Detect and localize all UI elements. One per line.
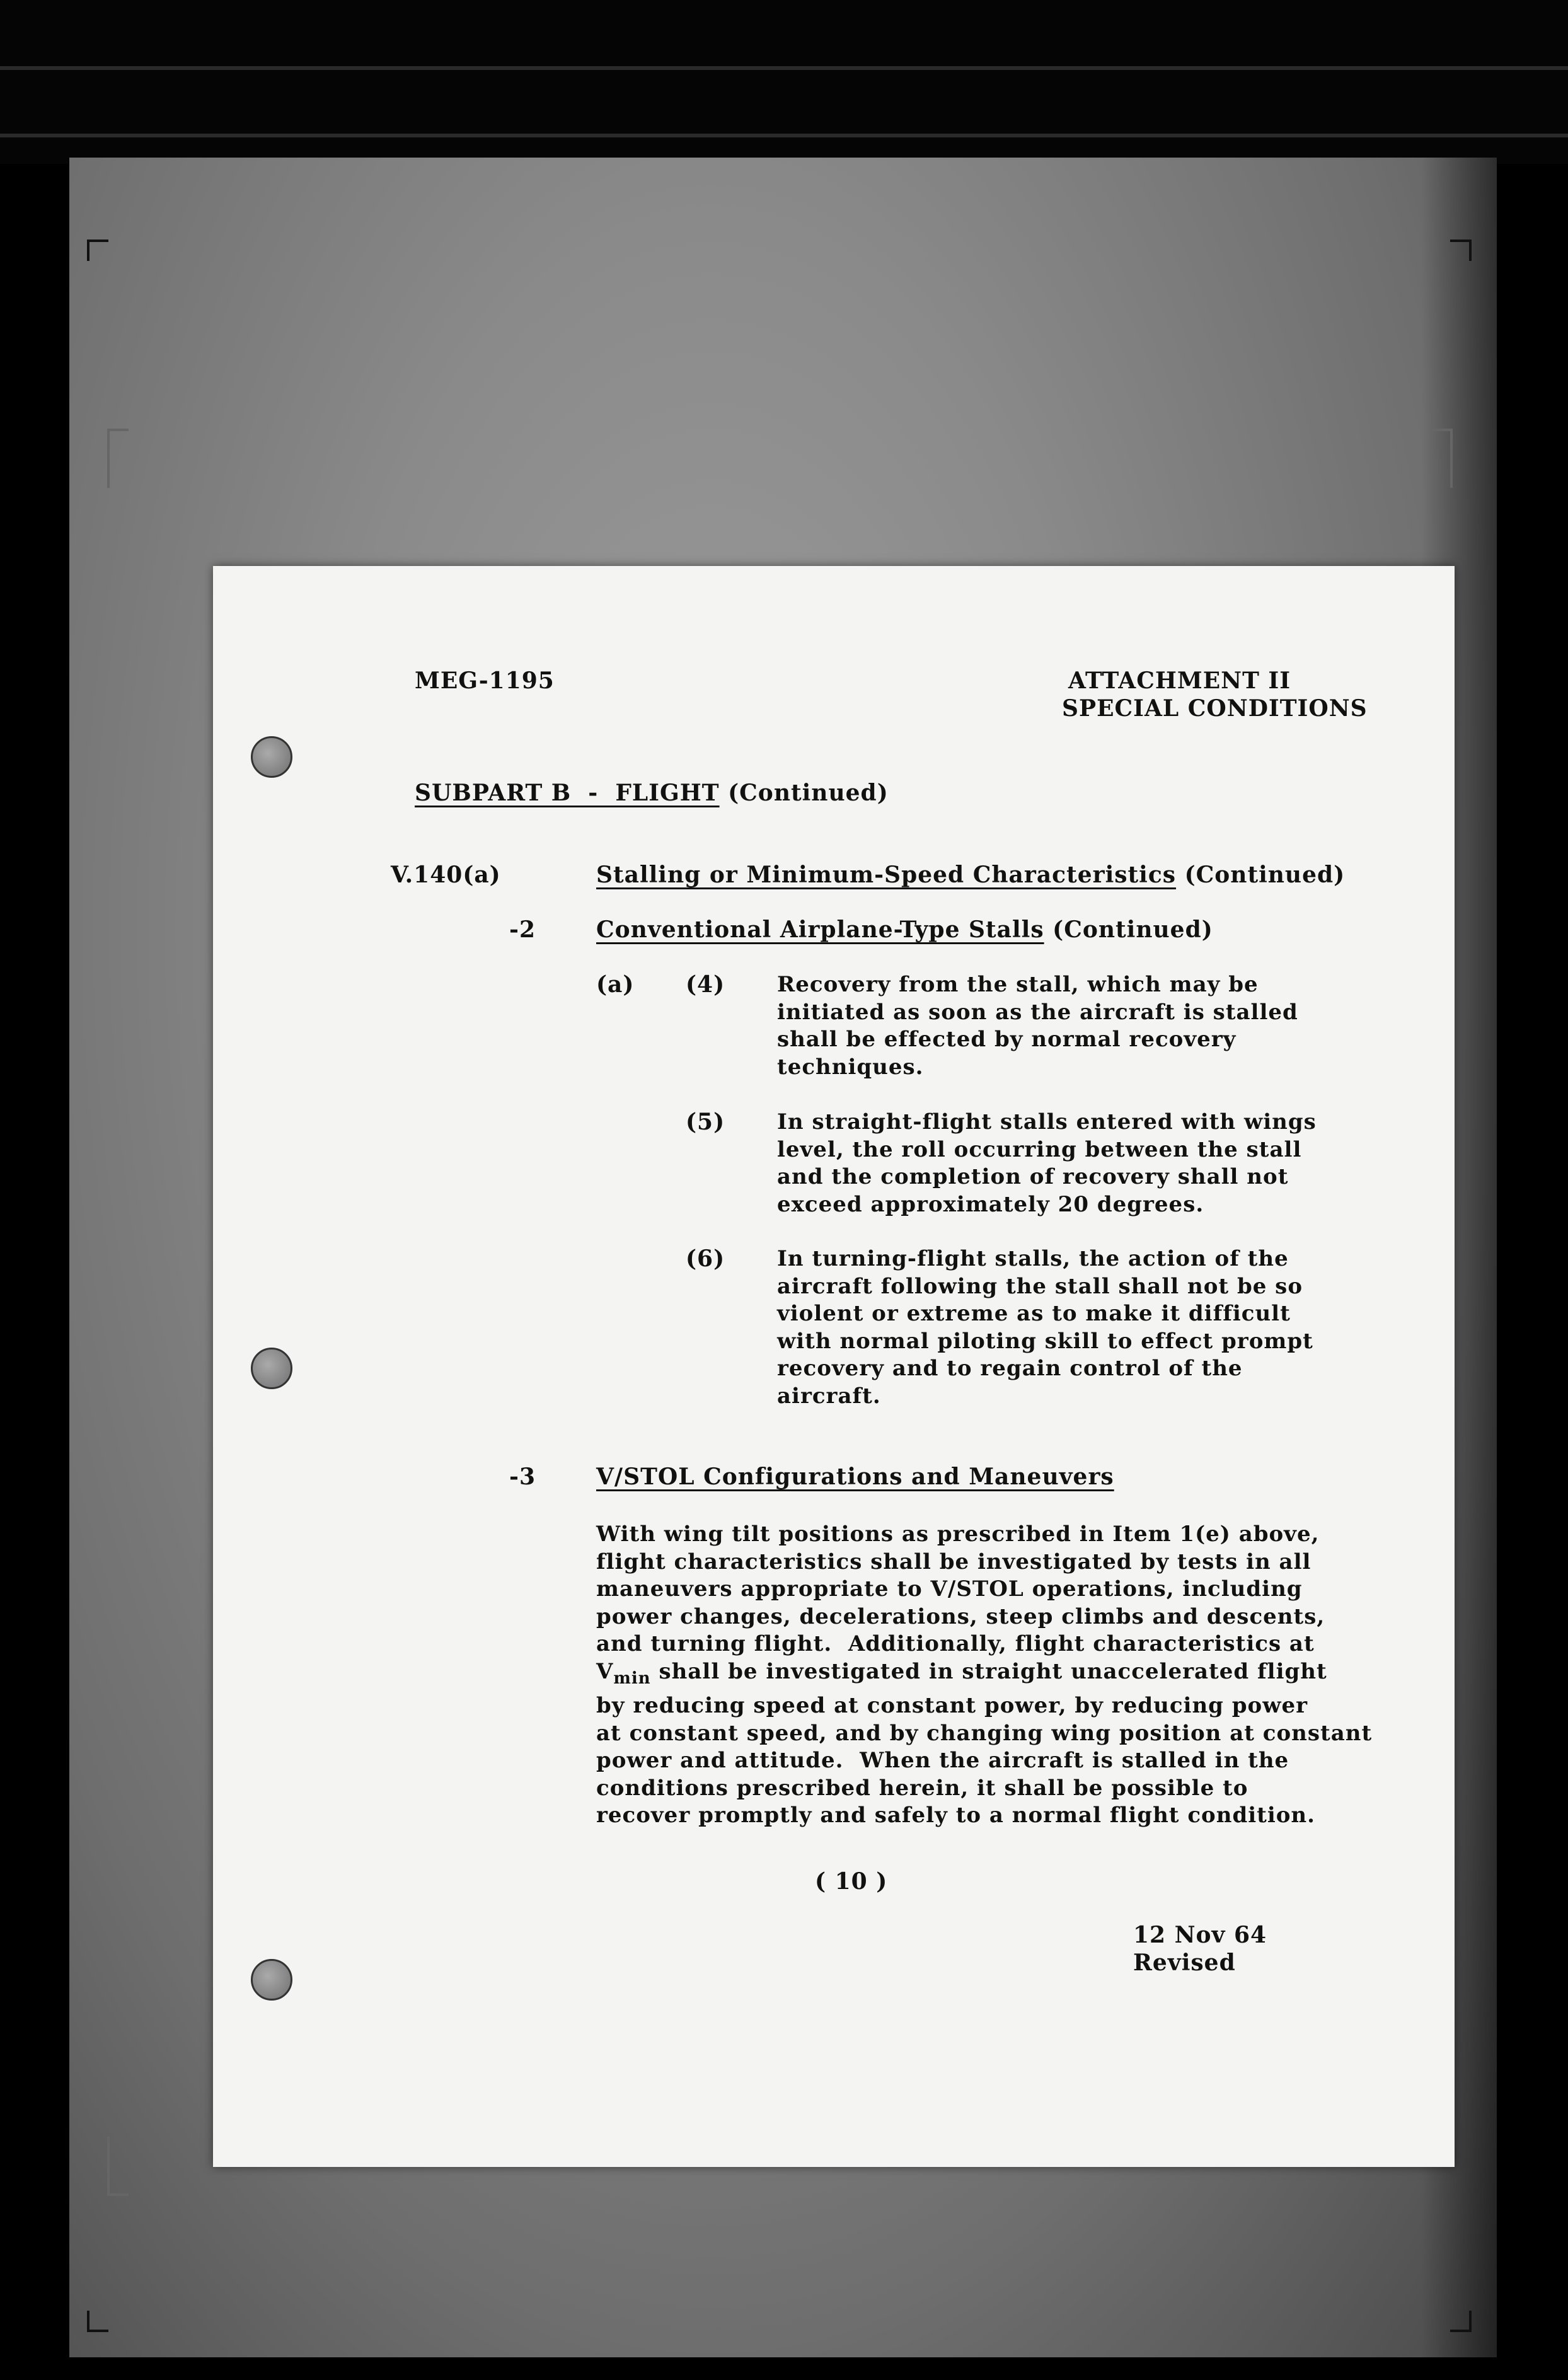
film-edge-line [0,134,1568,137]
registration-mark [1431,429,1453,488]
paragraph-line: and the completion of recovery shall not [777,1164,1289,1189]
revision-status: Revised [1133,1950,1236,1976]
paragraph-line: flight characteristics shall be investigated by tests in all [596,1549,1311,1574]
item-number: (6) [686,1245,725,1272]
item-number: (5) [686,1109,725,1135]
paragraph-line: conditions prescribed herein, it shall be possible to [596,1775,1248,1801]
registration-mark [87,2311,108,2332]
subsection-number: -3 [509,1464,536,1490]
section-title: Stalling or Minimum-Speed Characteristics [596,862,1177,888]
item-letter: (a) [596,971,635,998]
subpart-heading [415,779,889,807]
paragraph-line: power and attitude. When the aircraft is stalled in the [596,1748,1289,1773]
document-page [213,566,1455,2167]
vmin-symbol: V [596,1658,614,1684]
revision-date: 12 Nov 64 [1133,1922,1267,1948]
paragraph-line: shall be effected by normal recovery [777,1027,1237,1052]
registration-mark [1450,240,1472,261]
subpart-title: SUBPART B - FLIGHT [415,780,720,806]
paragraph-line: With wing tilt positions as prescribed in Item 1(e) above, [596,1522,1320,1547]
paragraph-line: violent or extreme as to make it difficult [777,1301,1291,1326]
paragraph-line: aircraft. [777,1383,881,1409]
registration-mark [107,2137,129,2196]
paragraph-line: and turning flight. Additionally, flight characteristics at [596,1631,1315,1656]
paragraph-line: exceed approximately 20 degrees. [777,1191,1204,1217]
film-edge-line [0,66,1568,70]
paragraph-line: with normal piloting skill to effect prompt [777,1328,1313,1354]
punch-hole [251,1959,292,2001]
registration-mark [1450,2311,1472,2332]
subsection-continued: (Continued) [1052,916,1213,943]
vmin-subscript: min [613,1668,651,1688]
vmin-line-rest: shall be investigated in straight unaccelerated flight [650,1658,1327,1684]
registration-mark [107,429,129,488]
section-continued: (Continued) [1184,862,1346,888]
subpart-continued: (Continued) [728,780,889,806]
attachment-subtitle: SPECIAL CONDITIONS [1062,695,1368,722]
paragraph-line: by reducing speed at constant power, by reducing power [596,1693,1308,1718]
paragraph-line: at constant speed, and by changing wing position at constant [596,1720,1373,1746]
punch-hole [251,1348,292,1389]
paragraph-line: recovery and to regain control of the [777,1356,1243,1381]
paragraph-line-vmin [596,1658,1372,1693]
punch-hole [251,736,292,778]
item-number: (4) [686,971,725,998]
subsection-title: V/STOL Configurations and Maneuvers [596,1464,1114,1490]
registration-mark [87,240,108,261]
paragraph-line: techniques. [777,1054,924,1080]
paragraph-line: maneuvers appropriate to V/STOL operations, including [596,1576,1303,1602]
subsection-heading [596,1463,1114,1491]
subsection-heading [596,916,1213,944]
page-number: ( 10 ) [815,1868,888,1895]
item-paragraph [777,1245,1313,1410]
paragraph-line: In turning-flight stalls, the action of the [777,1246,1289,1271]
paragraph-line: recover promptly and safely to a normal flight condition. [596,1803,1315,1828]
paragraph-line: In straight-flight stalls entered with wings [777,1109,1317,1135]
paragraph-line: Recovery from the stall, which may be [777,972,1259,997]
section-heading [596,861,1345,889]
subsection-title: Conventional Airplane-Type Stalls [596,916,1044,943]
paragraph-line: initiated as soon as the aircraft is stalled [777,999,1298,1025]
microfilm-border [0,0,1568,164]
subsection-number: -2 [509,916,536,943]
section-number: V.140(a) [391,862,501,888]
attachment-label: ATTACHMENT II [1068,667,1291,694]
paragraph-line: level, the roll occurring between the stall [777,1136,1302,1162]
document-id: MEG-1195 [415,667,555,694]
paragraph-line: power changes, decelerations, steep climbs and descents, [596,1603,1325,1629]
item-paragraph [777,971,1298,1081]
body-paragraph [596,1521,1372,1830]
item-paragraph [777,1109,1317,1218]
paragraph-line: aircraft following the stall shall not be so [777,1273,1303,1299]
